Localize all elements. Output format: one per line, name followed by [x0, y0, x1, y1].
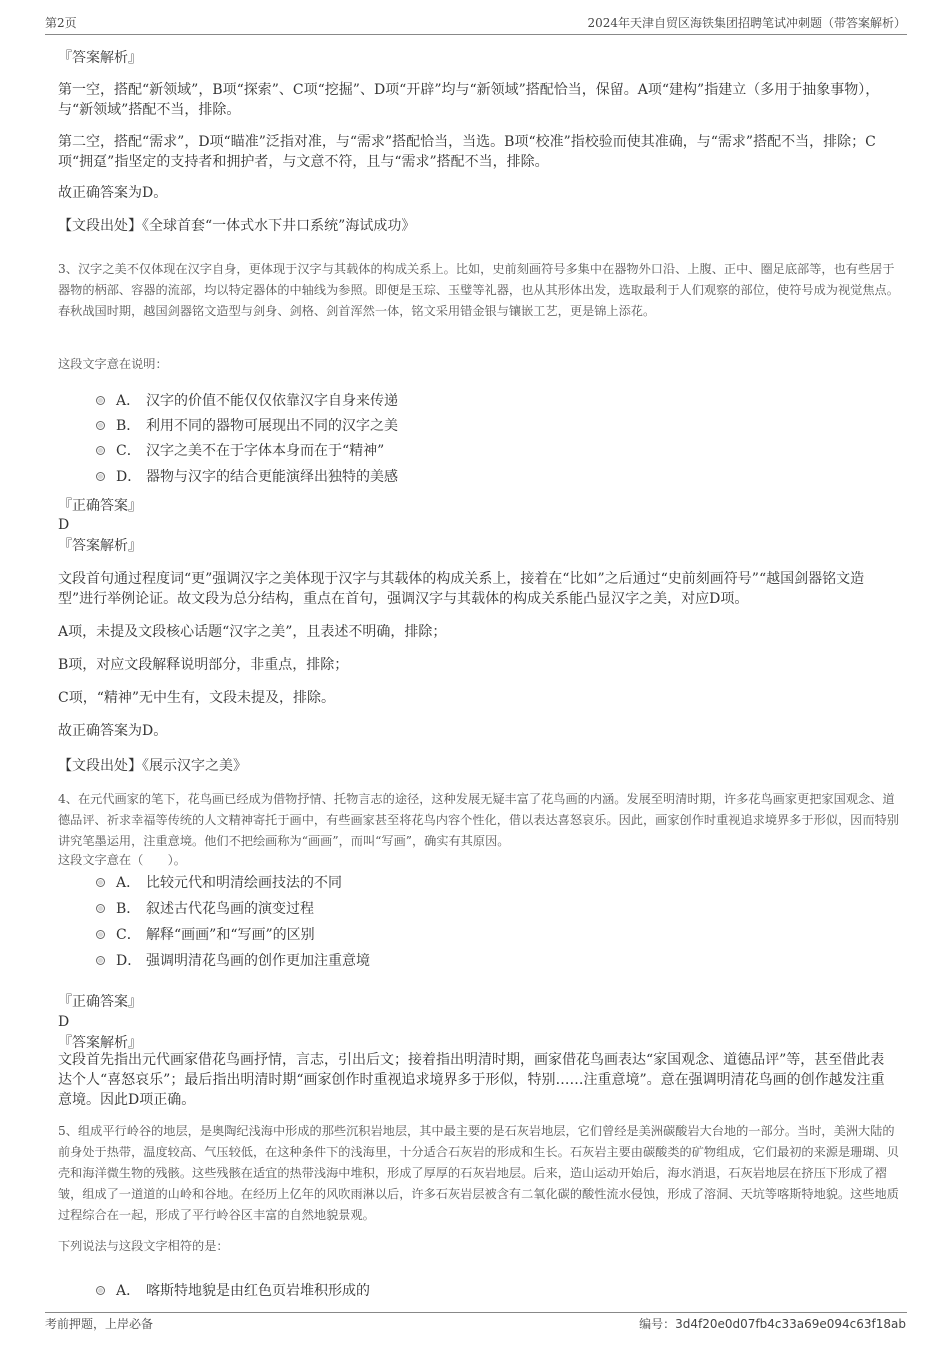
q3-analysis-label: 『答案解析』 [58, 538, 142, 554]
q5-option-a-radio[interactable] [96, 1286, 105, 1295]
document-code-label: 编号： [639, 1317, 676, 1331]
q3-point-b: B项，对应文段解释说明部分，非重点，排除； [58, 657, 349, 673]
q4-option-d-radio[interactable] [96, 956, 105, 965]
footer-divider [45, 1312, 907, 1313]
q3-option-c-radio[interactable] [96, 446, 105, 455]
q3-passage: 3、汉字之美不仅体现在汉字自身，更体现于汉字与其载体的构成关系上。比如，史前刻画符号多集中在器物外口沿、上腹、正中、圈足底部等，也有些居于器物的柄部、容器的流部，均以特定器体的中轴线为参照。即便是玉琮、玉璧等礼器，也从其形体出发，选取最利于人们观察的部位，使符号成为视觉焦点。春秋战国时期，越国剑器铭文造型与剑身、剑格、剑首浑然一体，铭文采用错金银与镶嵌工艺，更是锦上添花。 [58, 262, 899, 318]
q3-analysis: 文段首句通过程度词“更”强调汉字之美体现于汉字与其载体的构成关系上，接着在“比如”之后通过“史前刻画符号”“越国剑器铭文造型”进行举例论证。故文段为总分结构，重点在首句，强调汉字与其载体的构成关系能凸显汉字之美，对应D项。 [58, 571, 865, 607]
q3-point-c: C项，“精神”无中生有，文段未提及，排除。 [58, 690, 336, 706]
q2-analysis-para2: 第二空，搭配“需求”，D项“瞄准”泛指对准，与“需求”搭配恰当，当选。B项“校准”指校验而使其准确，与“需求”搭配不当，排除；C项“拥趸”指坚定的支持者和拥护者，与文意不符，且与“需求”搭配不当，排除。 [58, 134, 876, 170]
q4-answer: D [58, 1014, 70, 1030]
q3-point-a: A项，未提及文段核心话题“汉字之美”，且表述不明确，排除； [58, 624, 447, 640]
q4-passage: 4、在元代画家的笔下，花鸟画已经成为借物抒情、托物言志的途径，这种发展无疑丰富了花鸟画的内涵。发展至明清时期，许多花鸟画家更把家国观念、道德品评、祈求幸福等传统的人文精神寄托于画中，有些画家甚至将花鸟内容个性化，借以表达喜怒哀乐。因此，画家创作时重视追求境界多于形似，因而特别讲究笔墨运用，注重意境。他们不把绘画称为“画画”，而叫“写画”，确实有其原因。 [58, 792, 899, 848]
option-text: 强调明清花鸟画的创作更加注重意境 [146, 953, 370, 969]
document-code [639, 1316, 906, 1332]
q4-analysis: 文段首先指出元代画家借花鸟画抒情，言志，引出后文；接着指出明清时期，画家借花鸟画表达“家国观念、道德品评”等，甚至借此表达个人“喜怒哀乐”；最后指出明清时期“画家创作时重视追求境界多于形似，特别……注重意境”。意在强调明清花鸟画的创作越发注重意境。因此D项正确。 [58, 1052, 885, 1108]
q2-conclusion: 故正确答案为D。 [58, 185, 168, 201]
q3-option-d-radio[interactable] [96, 472, 105, 481]
q3-option-a-radio[interactable] [96, 396, 105, 405]
q3-source: 【文段出处】《展示汉字之美》 [58, 758, 247, 774]
document-title: 2024年天津自贸区海铁集团招聘笔试冲刺题（带答案解析） [587, 16, 906, 30]
option-text: 汉字之美不在于字体本身而在于“精神” [146, 443, 385, 459]
option-letter: D． [116, 469, 142, 485]
option-text: 器物与汉字的结合更能演绎出独特的美感 [146, 469, 398, 485]
option-letter: D． [116, 953, 142, 969]
q4-analysis-label: 『答案解析』 [58, 1035, 142, 1051]
option-letter: B． [116, 418, 141, 434]
option-letter: A． [116, 875, 141, 891]
option-text: 解释“画画”和“写画”的区别 [146, 927, 315, 943]
header-divider [45, 34, 907, 35]
q5-passage: 5、组成平行岭谷的地层，是奥陶纪浅海中形成的那些沉积岩地层，其中最主要的是石灰岩地层，它们曾经是美洲碳酸岩大台地的一部分。当时，美洲大陆的前身处于热带，温度较高、气压较低，在这种条件下的浅海里，十分适合石灰岩的形成和生长。石灰岩主要由碳酸类的矿物组成，它们最初的来源是珊瑚、贝壳和海洋微生物的残骸。这些残骸在适宜的热带浅海中堆积，形成了厚厚的石灰岩地层。后来，造山运动开始后，海水消退，石灰岩地层在挤压下形成了褶皱，组成了一道道的山岭和谷地。在经历上亿年的风吹雨淋以后，许多石灰岩层被含有二氧化碳的酸性流水侵蚀，形成了溶洞、天坑等喀斯特地貌。这些地质过程综合在一起，形成了平行岭谷区丰富的自然地貌景观。 [58, 1124, 899, 1222]
q4-option-b-radio[interactable] [96, 904, 105, 913]
document-code-value: 3d4f20e0d07fb4c33a69e094c63f18ab [675, 1317, 906, 1331]
q2-analysis-para1: 第一空，搭配“新领域”，B项“探索”、C项“挖掘”、D项“开辟”均与“新领域”搭配恰当，保留。A项“建构”指建立（多用于抽象事物），与“新领域”搭配不当，排除。 [58, 82, 880, 118]
q3-answer: D [58, 517, 70, 533]
option-text: 汉字的价值不能仅仅依靠汉字自身来传递 [146, 393, 398, 409]
option-text: 喀斯特地貌是由红色页岩堆积形成的 [146, 1283, 370, 1299]
q2-analysis-label: 『答案解析』 [58, 50, 142, 66]
q3-option-b-radio[interactable] [96, 421, 105, 430]
q5-prompt: 下列说法与这段文字相符的是： [58, 1239, 229, 1253]
option-text: 利用不同的器物可展现出不同的汉字之美 [146, 418, 398, 434]
option-letter: A． [116, 1283, 141, 1299]
q3-answer-label: 『正确答案』 [58, 498, 142, 514]
q4-option-c-radio[interactable] [96, 930, 105, 939]
option-text: 比较元代和明清绘画技法的不同 [146, 875, 342, 891]
footer-slogan: 考前押题，上岸必备 [45, 1317, 154, 1331]
q3-conclusion: 故正确答案为D。 [58, 723, 168, 739]
option-letter: B． [116, 901, 141, 917]
page-number: 第2页 [45, 16, 77, 30]
q4-prompt: 这段文字意在（ ）。 [58, 853, 186, 867]
option-letter: C． [116, 443, 141, 459]
option-letter: A． [116, 393, 141, 409]
q4-answer-label: 『正确答案』 [58, 994, 142, 1010]
option-text: 叙述古代花鸟画的演变过程 [146, 901, 314, 917]
q4-option-a-radio[interactable] [96, 878, 105, 887]
q3-prompt: 这段文字意在说明： [58, 357, 168, 371]
option-letter: C． [116, 927, 141, 943]
q2-source: 【文段出处】《全球首套“一体式水下井口系统”海试成功》 [58, 218, 416, 234]
